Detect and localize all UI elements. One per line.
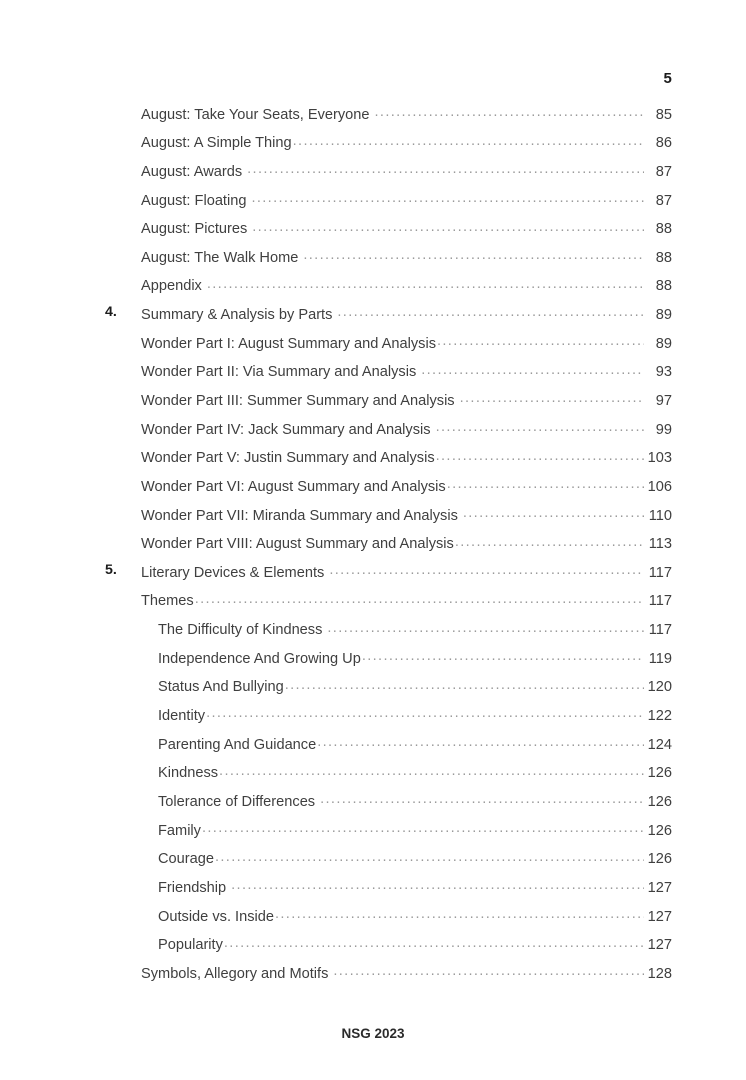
- toc-dot-leader: [251, 190, 644, 205]
- toc-entry-title: August: Floating: [141, 192, 247, 209]
- toc-entry-page: 126: [647, 851, 672, 868]
- toc-entry[interactable]: [0, 963, 746, 992]
- toc-dot-leader: [224, 935, 644, 950]
- toc-entry[interactable]: [0, 276, 746, 305]
- toc-entry-page: 127: [647, 908, 672, 925]
- toc-entry-title: The Difficulty of Kindness: [158, 622, 323, 639]
- toc-entry[interactable]: [0, 476, 746, 505]
- toc-entry-page: 128: [647, 965, 672, 982]
- toc-dot-leader: [293, 133, 644, 148]
- page-footer: NSG 2023: [341, 1026, 405, 1041]
- toc-entry-page: 117: [648, 593, 672, 610]
- toc-entry-title: Themes: [141, 593, 194, 610]
- toc-entry[interactable]: [0, 161, 746, 190]
- toc-entry-page: 88: [655, 278, 672, 295]
- toc-entry-page: 87: [655, 163, 672, 180]
- toc-entry-title: Wonder Part VI: August Summary and Analysis: [141, 478, 446, 495]
- toc-entry-page: 126: [647, 765, 672, 782]
- toc-entry[interactable]: [0, 906, 746, 935]
- toc-dot-leader: [275, 906, 644, 921]
- toc-entry[interactable]: [0, 849, 746, 878]
- toc-entry-title: August: Awards: [141, 163, 243, 180]
- toc-entry-page: 127: [647, 937, 672, 954]
- toc-entry[interactable]: [0, 219, 746, 248]
- toc-dot-leader: [252, 219, 644, 234]
- toc-entry-number: 5.: [105, 562, 117, 579]
- toc-dot-leader: [455, 534, 644, 549]
- toc-entry[interactable]: [0, 591, 746, 620]
- toc-entry-title: August: Take Your Seats, Everyone: [141, 106, 370, 123]
- toc-entry-title: Wonder Part VIII: August Summary and Analysis: [141, 536, 454, 553]
- toc-dot-leader: [437, 333, 644, 348]
- toc-dot-leader: [206, 705, 644, 720]
- toc-entry-title: Independence And Growing Up: [158, 650, 361, 667]
- toc-entry[interactable]: [0, 362, 746, 391]
- toc-entry-page: 99: [655, 421, 672, 438]
- toc-entry-page: 88: [655, 249, 672, 266]
- toc-entry-title: Courage: [158, 851, 214, 868]
- table-of-contents: [0, 104, 746, 992]
- toc-entry-title: Identity: [158, 708, 206, 725]
- toc-entry-title: Wonder Part IV: Jack Summary and Analysis: [141, 421, 431, 438]
- toc-entry[interactable]: [0, 104, 746, 133]
- toc-dot-leader: [219, 763, 644, 778]
- toc-entry-page: 93: [655, 364, 672, 381]
- toc-entry-title: August: A Simple Thing: [141, 135, 292, 152]
- toc-dot-leader: [215, 849, 644, 864]
- toc-entry-title: Wonder Part VII: Miranda Summary and Analysis: [141, 507, 458, 524]
- toc-entry-page: 126: [647, 793, 672, 810]
- page-number: 5: [663, 70, 672, 87]
- toc-entry-title: Kindness: [158, 765, 219, 782]
- toc-dot-leader: [333, 963, 644, 978]
- toc-entry-title: Wonder Part V: Justin Summary and Analysis: [141, 450, 435, 467]
- toc-dot-leader: [362, 648, 644, 663]
- toc-entry-title: Family: [158, 822, 201, 839]
- toc-entry-page: 85: [655, 106, 672, 123]
- toc-dot-leader: [207, 276, 644, 291]
- toc-dot-leader: [327, 620, 644, 635]
- toc-entry-title: Wonder Part II: Via Summary and Analysis: [141, 364, 417, 381]
- toc-entry-page: 103: [647, 450, 672, 467]
- toc-dot-leader: [463, 505, 644, 520]
- toc-entry[interactable]: [0, 935, 746, 964]
- toc-entry[interactable]: [0, 534, 746, 563]
- toc-entry[interactable]: [0, 877, 746, 906]
- toc-entry-title: August: The Walk Home: [141, 249, 299, 266]
- toc-entry[interactable]: [0, 333, 746, 362]
- toc-entry-title: Tolerance of Differences: [158, 793, 316, 810]
- toc-entry-title: Wonder Part III: Summer Summary and Analysis: [141, 393, 455, 409]
- toc-entry-page: 89: [655, 335, 672, 352]
- toc-entry[interactable]: [0, 820, 746, 849]
- toc-dot-leader: [436, 419, 644, 434]
- toc-entry-page: 106: [647, 478, 672, 495]
- toc-entry[interactable]: [0, 620, 746, 649]
- toc-entry[interactable]: [0, 304, 746, 333]
- toc-entry-page: 126: [647, 822, 672, 839]
- toc-entry[interactable]: [0, 419, 746, 448]
- toc-entry[interactable]: [0, 133, 746, 162]
- toc-dot-leader: [421, 362, 644, 377]
- toc-entry-number: 4.: [105, 304, 117, 321]
- toc-entry-page: 119: [648, 650, 672, 667]
- toc-dot-leader: [460, 390, 644, 405]
- toc-entry-page: 120: [647, 679, 672, 696]
- toc-entry-page: 117: [648, 622, 672, 639]
- toc-entry[interactable]: [0, 448, 746, 477]
- toc-dot-leader: [337, 304, 644, 319]
- toc-entry-title: Parenting And Guidance: [158, 736, 317, 753]
- toc-entry-page: 122: [647, 708, 672, 725]
- toc-entry[interactable]: [0, 791, 746, 820]
- toc-dot-leader: [320, 791, 644, 806]
- toc-entry-title: Popularity: [158, 937, 223, 954]
- toc-entry-page: 88: [655, 221, 672, 238]
- toc-entry-title: Outside vs. Inside: [158, 908, 274, 925]
- toc-dot-leader: [317, 734, 644, 749]
- toc-dot-leader: [285, 677, 644, 692]
- toc-entry-page: 89: [655, 307, 672, 324]
- toc-dot-leader: [375, 104, 644, 119]
- toc-entry[interactable]: [0, 505, 746, 534]
- toc-entry-page: 117: [648, 564, 672, 581]
- toc-entry-page: 110: [648, 507, 672, 524]
- toc-dot-leader: [303, 247, 644, 262]
- toc-dot-leader: [202, 820, 644, 835]
- toc-dot-leader: [447, 476, 644, 491]
- toc-entry-title: August: Pictures: [141, 221, 248, 238]
- toc-entry-page: 86: [655, 135, 672, 152]
- toc-entry[interactable]: [0, 734, 746, 763]
- toc-entry[interactable]: [0, 763, 746, 792]
- toc-entry[interactable]: [0, 648, 746, 677]
- toc-entry[interactable]: [0, 705, 746, 734]
- toc-dot-leader: [231, 877, 644, 892]
- toc-entry-title: Wonder Part I: August Summary and Analysis: [141, 335, 436, 352]
- toc-entry[interactable]: [0, 247, 746, 276]
- toc-entry-title: Literary Devices & Elements: [141, 564, 325, 581]
- toc-entry[interactable]: [0, 390, 746, 419]
- toc-dot-leader: [195, 591, 644, 606]
- toc-entry-page: 127: [647, 879, 672, 896]
- toc-entry-page: 97: [655, 393, 672, 409]
- toc-dot-leader: [247, 161, 644, 176]
- toc-dot-leader: [329, 562, 644, 577]
- toc-entry-title: Appendix: [141, 278, 202, 295]
- toc-entry-title: Summary & Analysis by Parts: [141, 307, 333, 324]
- toc-entry[interactable]: [0, 190, 746, 219]
- toc-entry-page: 113: [648, 536, 672, 553]
- toc-entry-title: Status And Bullying: [158, 679, 284, 696]
- toc-dot-leader: [436, 448, 644, 463]
- toc-entry[interactable]: [0, 677, 746, 706]
- toc-entry-title: Friendship: [158, 879, 227, 896]
- toc-entry-title: Symbols, Allegory and Motifs: [141, 965, 329, 982]
- toc-entry-page: 87: [655, 192, 672, 209]
- toc-entry[interactable]: [0, 562, 746, 591]
- toc-entry-page: 124: [647, 736, 672, 753]
